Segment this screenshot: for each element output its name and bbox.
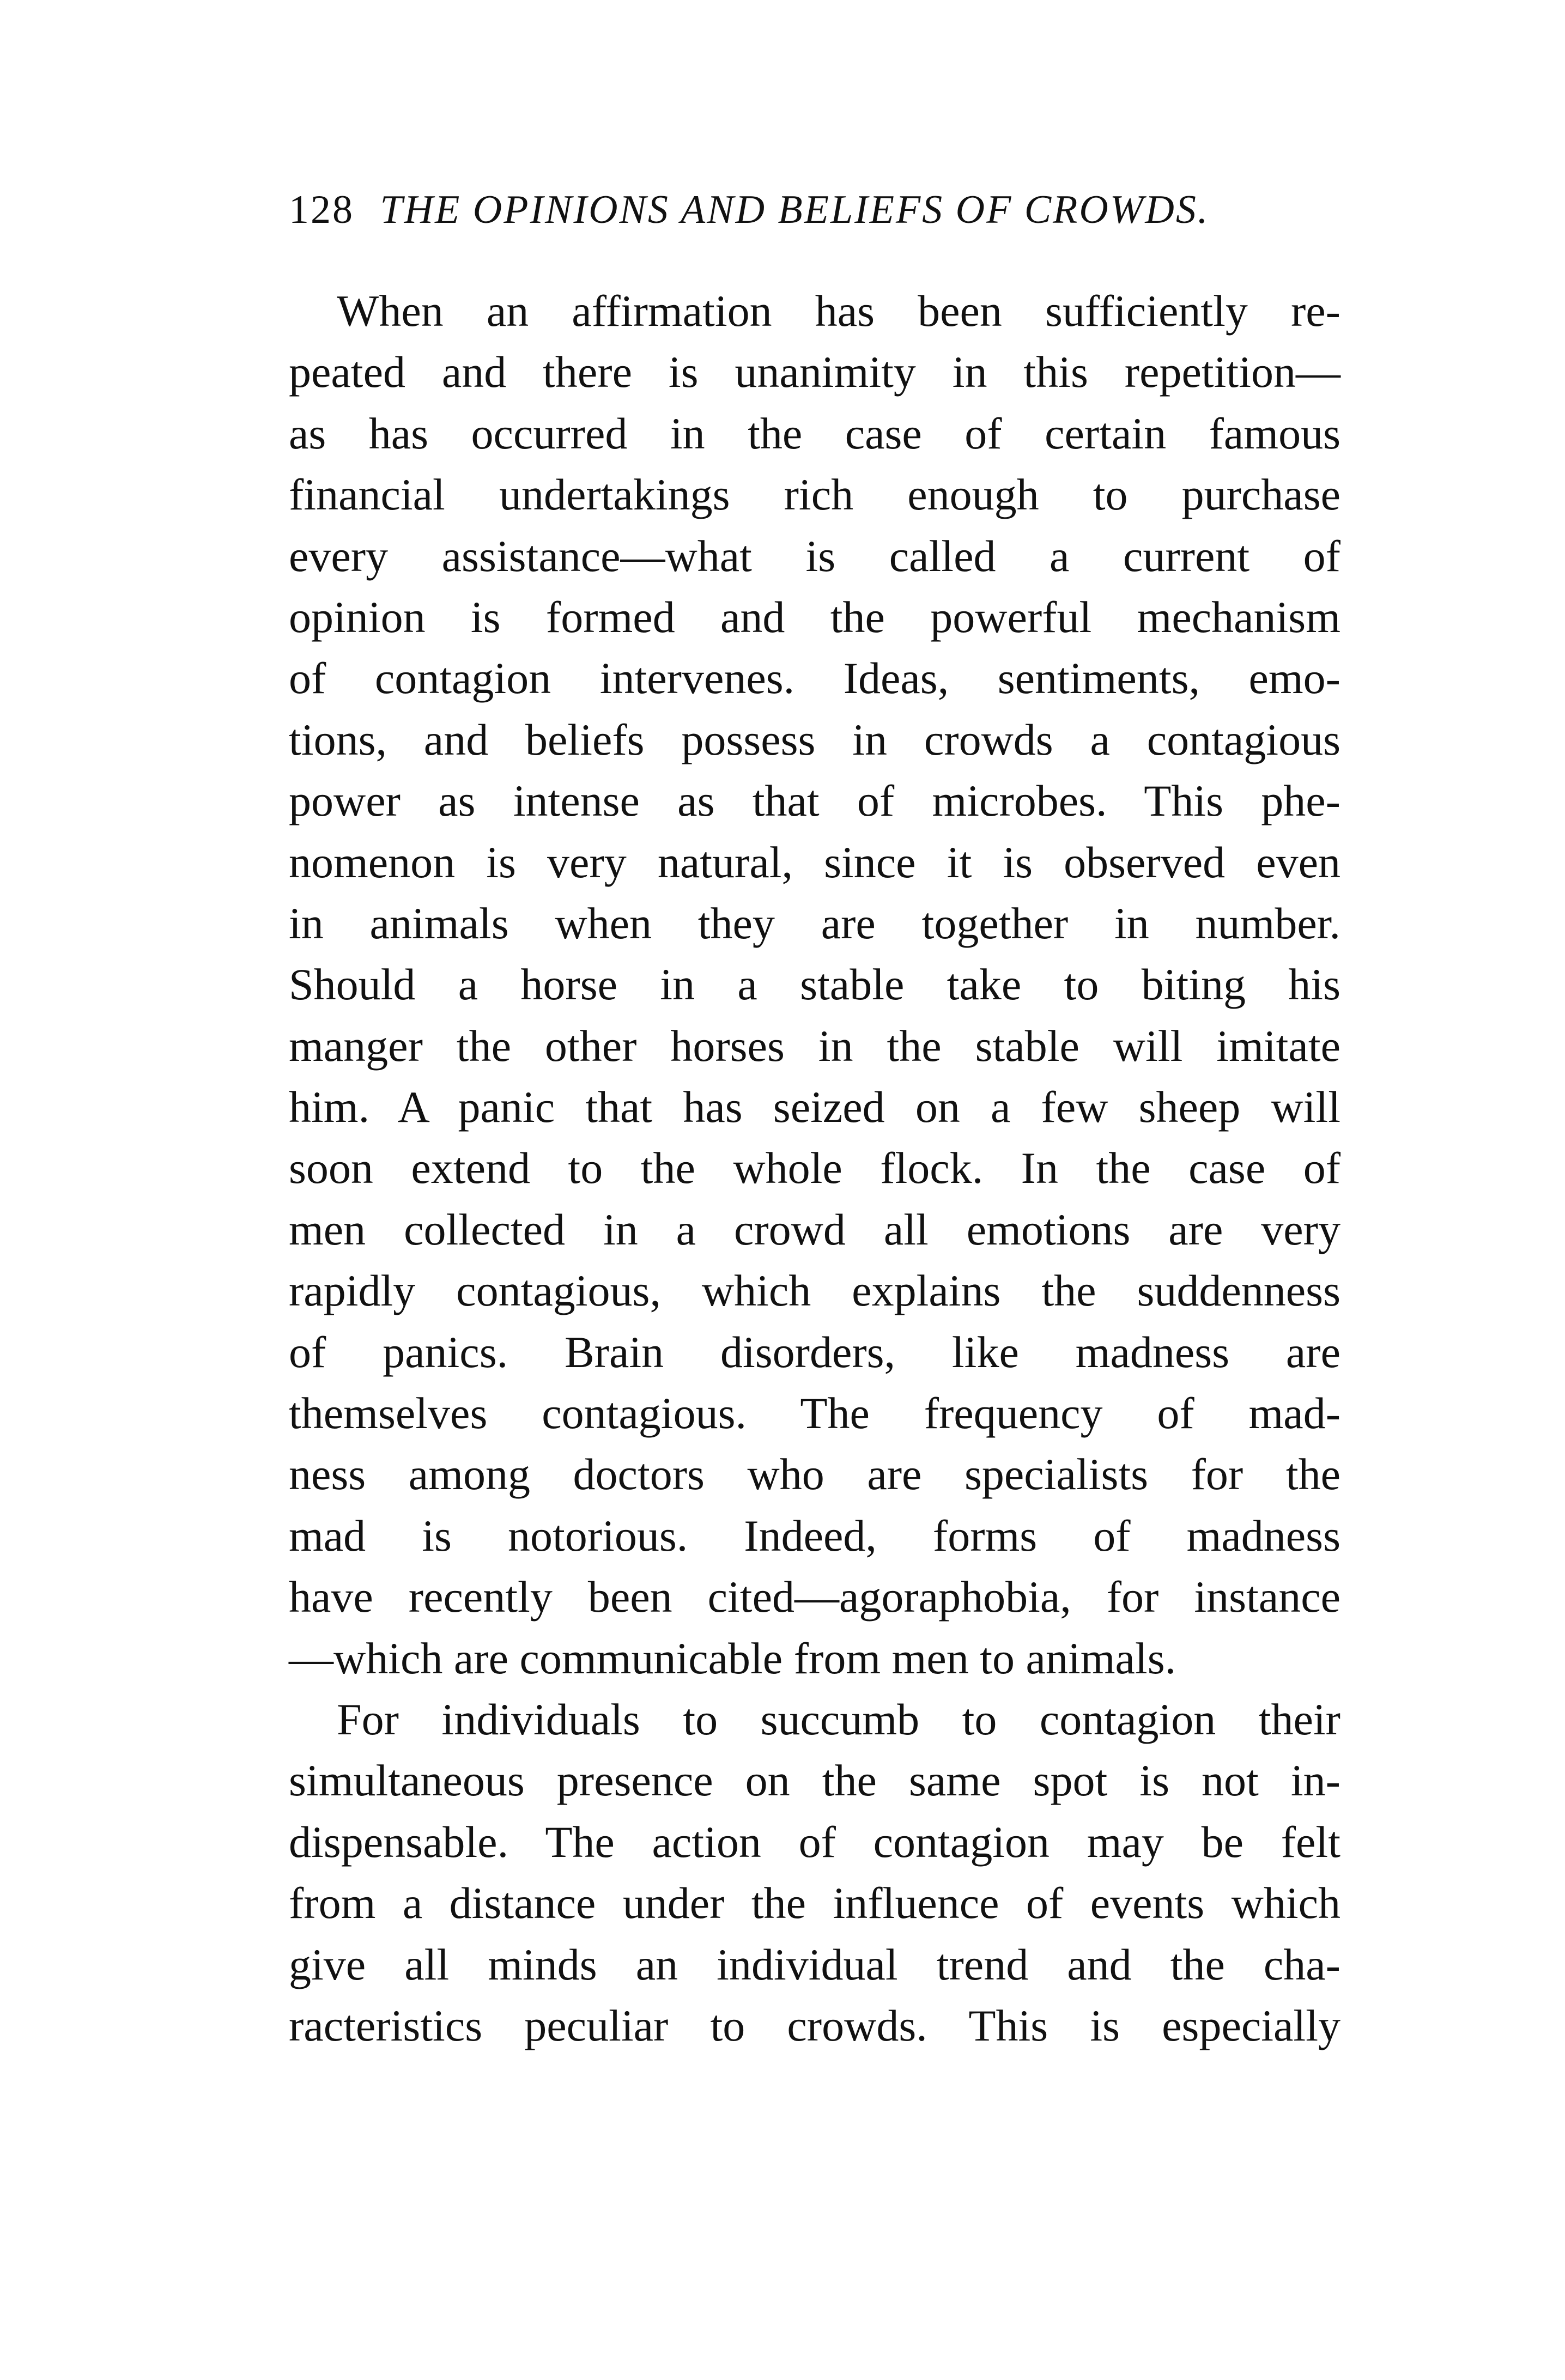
text-line: from a distance under the influence of events which — [289, 1878, 1340, 1928]
text-line: When an affirmation has been sufficiently re- — [337, 286, 1340, 336]
text-line: in animals when they are together in number. — [289, 898, 1340, 948]
running-head — [289, 180, 1324, 240]
text-line: manger the other horses in the stable will imitate — [289, 1021, 1340, 1071]
running-title: THE OPINIONS AND BELIEFS OF CROWDS. — [380, 187, 1210, 232]
text-line: simultaneous presence on the same spot is not in- — [289, 1756, 1340, 1806]
text-line: racteristics peculiar to crowds. This is especially — [289, 2000, 1340, 2050]
text-line: For individuals to succumb to contagion their — [337, 1694, 1340, 1744]
text-line: of contagion intervenes. Ideas, sentiments, emo- — [289, 653, 1340, 703]
text-line: themselves contagious. The frequency of mad- — [289, 1388, 1340, 1438]
text-line: rapidly contagious, which explains the suddenness — [289, 1266, 1340, 1316]
text-line: tions, and beliefs possess in crowds a contagious — [289, 714, 1340, 764]
text-line: as has occurred in the case of certain famous — [289, 408, 1340, 458]
text-line: peated and there is unanimity in this repetition— — [289, 347, 1340, 397]
text-line: mad is notorious. Indeed, forms of madness — [289, 1510, 1340, 1561]
text-line: every assistance—what is called a current of — [289, 531, 1340, 581]
text-line: dispensable. The action of contagion may be felt — [289, 1817, 1340, 1867]
text-line: Should a horse in a stable take to biting his — [289, 960, 1340, 1010]
text-line: soon extend to the whole flock. In the case of — [289, 1143, 1340, 1193]
text-line: opinion is formed and the powerful mechanism — [289, 592, 1340, 642]
text-line: nomenon is very natural, since it is observed even — [289, 837, 1340, 887]
text-line: ness among doctors who are specialists for the — [289, 1449, 1340, 1499]
text-line: have recently been cited—agoraphobia, for instance — [289, 1572, 1340, 1622]
text-line: him. A panic that has seized on a few sheep will — [289, 1082, 1340, 1132]
text-line: of panics. Brain disorders, like madness are — [289, 1327, 1340, 1377]
text-line: financial undertakings rich enough to purchase — [289, 470, 1340, 520]
text-line: power as intense as that of microbes. This phe- — [289, 776, 1340, 826]
text-line: give all minds an individual trend and the cha- — [289, 1939, 1340, 1989]
body-text — [289, 281, 1340, 2056]
page-number: 128 — [289, 187, 354, 232]
text-line: —which are communicable from men to animals. — [289, 1633, 1176, 1683]
text-line: men collected in a crowd all emotions are very — [289, 1204, 1340, 1254]
